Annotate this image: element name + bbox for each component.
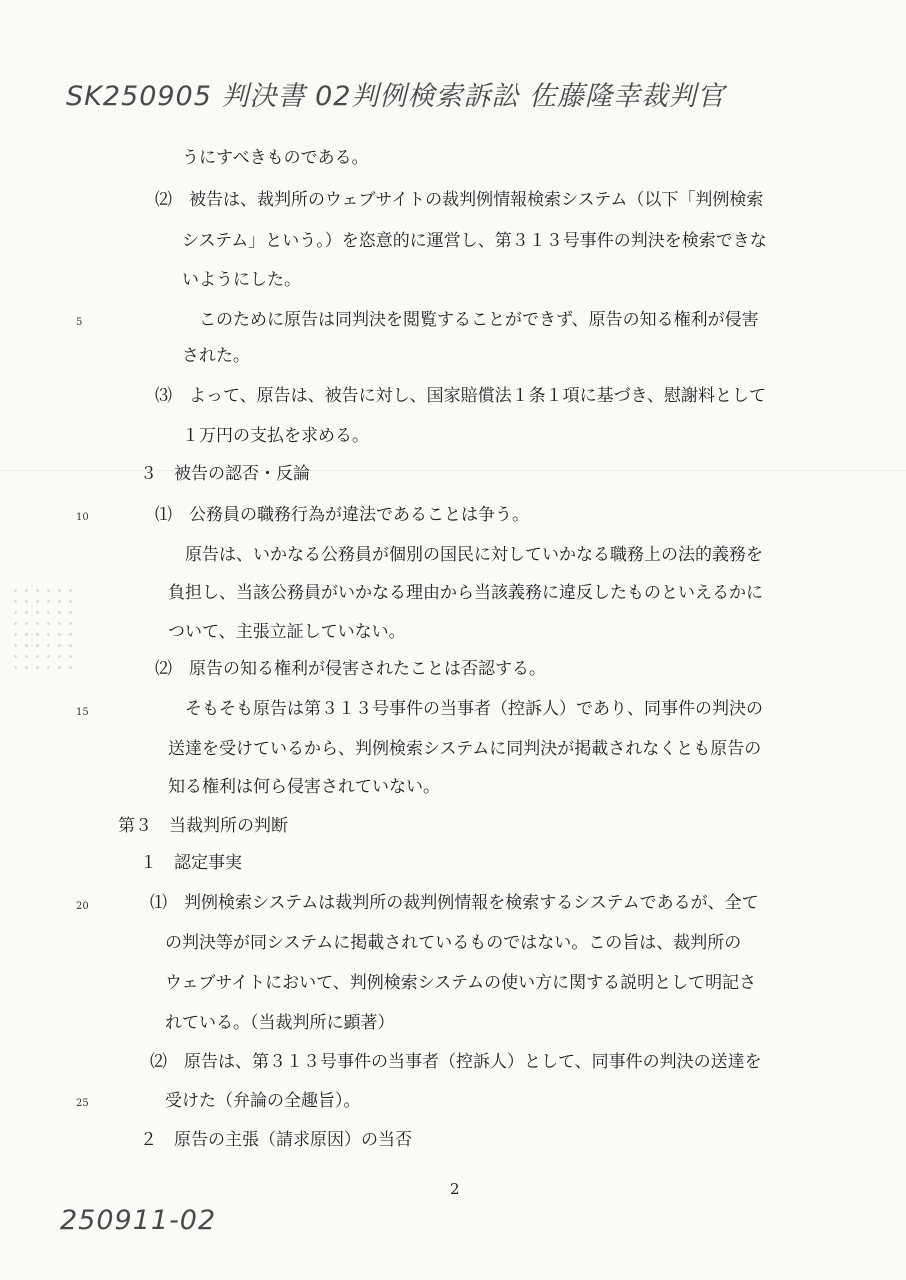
page-number: 2 [450,1180,460,1198]
text-line: ⑶ よって、原告は、被告に対し、国家賠償法１条１項に基づき、慰謝料として [155,386,766,406]
text-line: １万円の支払を求める。 [182,426,369,446]
text-line: ついて、主張立証していない。 [168,622,406,642]
section-heading: １ 認定事実 [140,853,242,873]
text-line: 送達を受けているから、判例検索システムに同判決が掲載されなくとも原告の [168,739,762,759]
handwritten-footer-note: 250911-02 [60,1205,217,1236]
text-line: 知る権利は何ら侵害されていない。 [168,777,440,797]
text-line: 原告は、いかなる公務員が個別の国民に対していかなる職務上の法的義務を [168,545,763,565]
text-line: ⑵ 被告は、裁判所のウェブサイトの裁判例情報検索システム（以下「判例検索 [155,190,764,210]
text-line: システム」という。）を恣意的に運営し、第３１３号事件の判決を検索できな [182,231,767,251]
text-line: そもそも原告は第３１３号事件の当事者（控訴人）であり、同事件の判決の [168,699,763,719]
line-number: 25 [76,1098,89,1109]
line-number: 5 [76,317,83,328]
text-line: ⑵ 原告の知る権利が侵害されたことは否認する。 [155,659,546,679]
handwritten-header-note: SK250905 判決書 02判例検索訴訟 佐藤隆幸裁判官 [66,81,726,112]
paper-fold [0,470,906,471]
text-line: ⑴ 判例検索システムは裁判所の裁判例情報を検索するシステムであるが、全て [150,893,759,913]
paper-speckle [10,585,80,670]
line-number: 20 [76,901,89,912]
text-line: ⑵ 原告は、第３１３号事件の当事者（控訴人）として、同事件の判決の送達を [150,1052,762,1072]
text-line: 負担し、当該公務員がいかなる理由から当該義務に違反したものといえるかに [168,583,763,603]
text-line: うにすべきものである。 [182,148,369,168]
text-line: このために原告は同判決を閲覧することができず、原告の知る権利が侵害 [182,310,759,330]
text-line: ウェブサイトにおいて、判例検索システムの使い方に関する説明として明記さ [165,973,757,993]
text-line: ⑴ 公務員の職務行為が違法であることは争う。 [155,505,529,525]
text-line: 受けた（弁論の全趣旨）。 [165,1091,361,1111]
section-heading: 第３ 当裁判所の判断 [118,816,288,836]
section-heading: ２ 原告の主張（請求原因）の当否 [140,1130,412,1150]
line-number: 15 [76,707,89,718]
line-number: 10 [76,512,89,523]
text-line: れている。（当裁判所に顕著） [165,1013,395,1033]
text-line: された。 [182,346,250,366]
text-line: いようにした。 [182,270,301,290]
section-heading: ３ 被告の認否・反論 [140,464,310,484]
text-line: の判決等が同システムに掲載されているものではない。この旨は、裁判所の [165,933,742,953]
